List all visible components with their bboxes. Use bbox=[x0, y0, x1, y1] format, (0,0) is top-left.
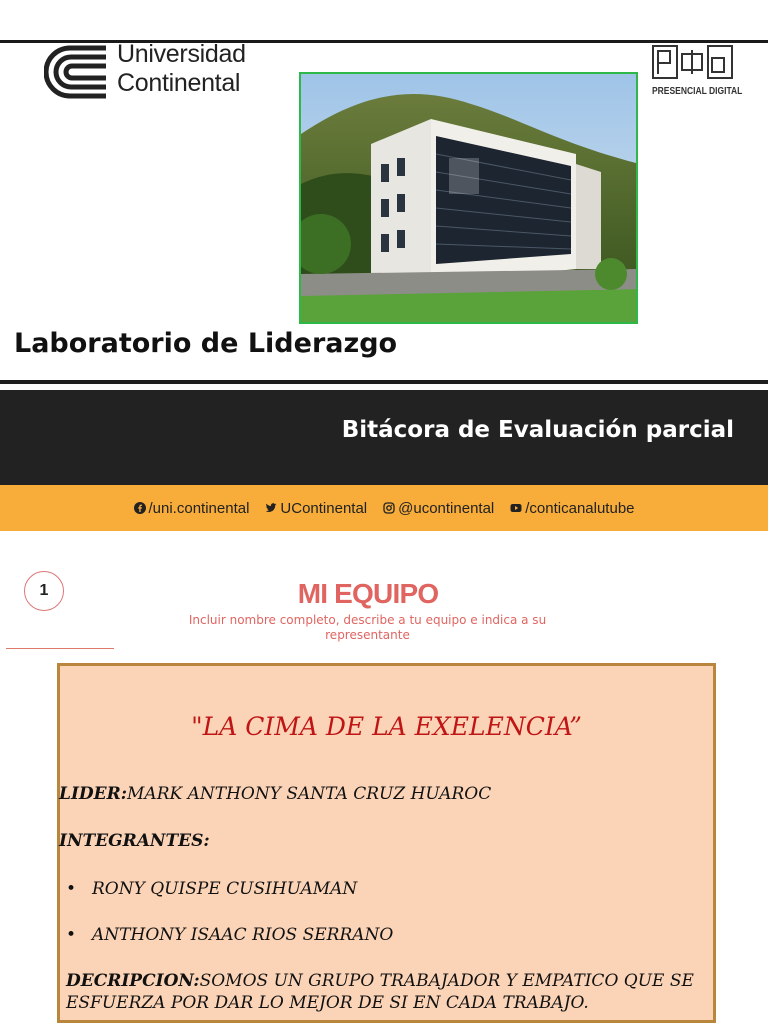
banner-title: Bitácora de Evaluación parcial bbox=[341, 417, 734, 443]
section-underline bbox=[6, 648, 114, 649]
team-description bbox=[66, 970, 714, 1014]
campus-photo bbox=[299, 72, 638, 324]
leader-label: LIDER: bbox=[59, 784, 128, 804]
team-name: "LA CIMA DE LA EXELENCIA” bbox=[191, 712, 582, 741]
social-youtube-label: /conticanalutube bbox=[525, 499, 635, 517]
social-twitter-label: UContinental bbox=[280, 499, 368, 517]
leader-line bbox=[59, 784, 491, 804]
description-text: SOMOS UN GRUPO TRABAJADOR Y EMPATICO QUE SE ESFUERZA POR DAR LO MEJOR DE SI EN CADA TRABAJO. bbox=[66, 971, 694, 1013]
section-number-badge: 1 bbox=[24, 571, 64, 611]
social-instagram-label: @ucontinental bbox=[398, 499, 495, 517]
leader-name: MARK ANTHONY SANTA CRUZ HUAROC bbox=[127, 784, 492, 804]
lab-title: Laboratorio de Liderazgo bbox=[14, 328, 398, 359]
social-instagram[interactable] bbox=[383, 500, 494, 517]
divider-rule bbox=[0, 380, 768, 384]
section-subtitle: Incluir nombre completo, describe a tu equipo e indica a su representante bbox=[188, 613, 547, 642]
twitter-icon bbox=[265, 502, 277, 514]
logo-wordmark bbox=[117, 40, 246, 98]
social-twitter[interactable] bbox=[265, 500, 367, 517]
social-facebook[interactable] bbox=[134, 500, 250, 517]
logo-line-2: Continental bbox=[117, 69, 241, 97]
social-facebook-label: /uni.continental bbox=[148, 499, 250, 517]
campus-building-image bbox=[301, 74, 638, 324]
member-item: RONY QUISPE CUSIHUAMAN bbox=[92, 879, 358, 899]
presencial-digital-logo bbox=[652, 44, 734, 80]
member-bullet: • bbox=[66, 879, 77, 899]
description-label: DECRIPCION: bbox=[66, 971, 200, 991]
social-links bbox=[0, 485, 768, 531]
member-item: ANTHONY ISAAC RIOS SERRANO bbox=[92, 925, 394, 945]
universidad-continental-logo bbox=[44, 44, 108, 100]
section-title: MI EQUIPO bbox=[297, 578, 439, 609]
social-youtube[interactable] bbox=[510, 500, 634, 517]
facebook-icon bbox=[134, 502, 146, 514]
youtube-icon bbox=[510, 502, 522, 514]
top-rule bbox=[0, 40, 768, 43]
logo-line-1: Universidad bbox=[117, 40, 246, 68]
instagram-icon bbox=[383, 502, 395, 514]
member-bullet: • bbox=[66, 925, 77, 945]
members-label: INTEGRANTES: bbox=[59, 831, 210, 851]
pd-label: PRESENCIAL DIGITAL bbox=[652, 86, 743, 97]
